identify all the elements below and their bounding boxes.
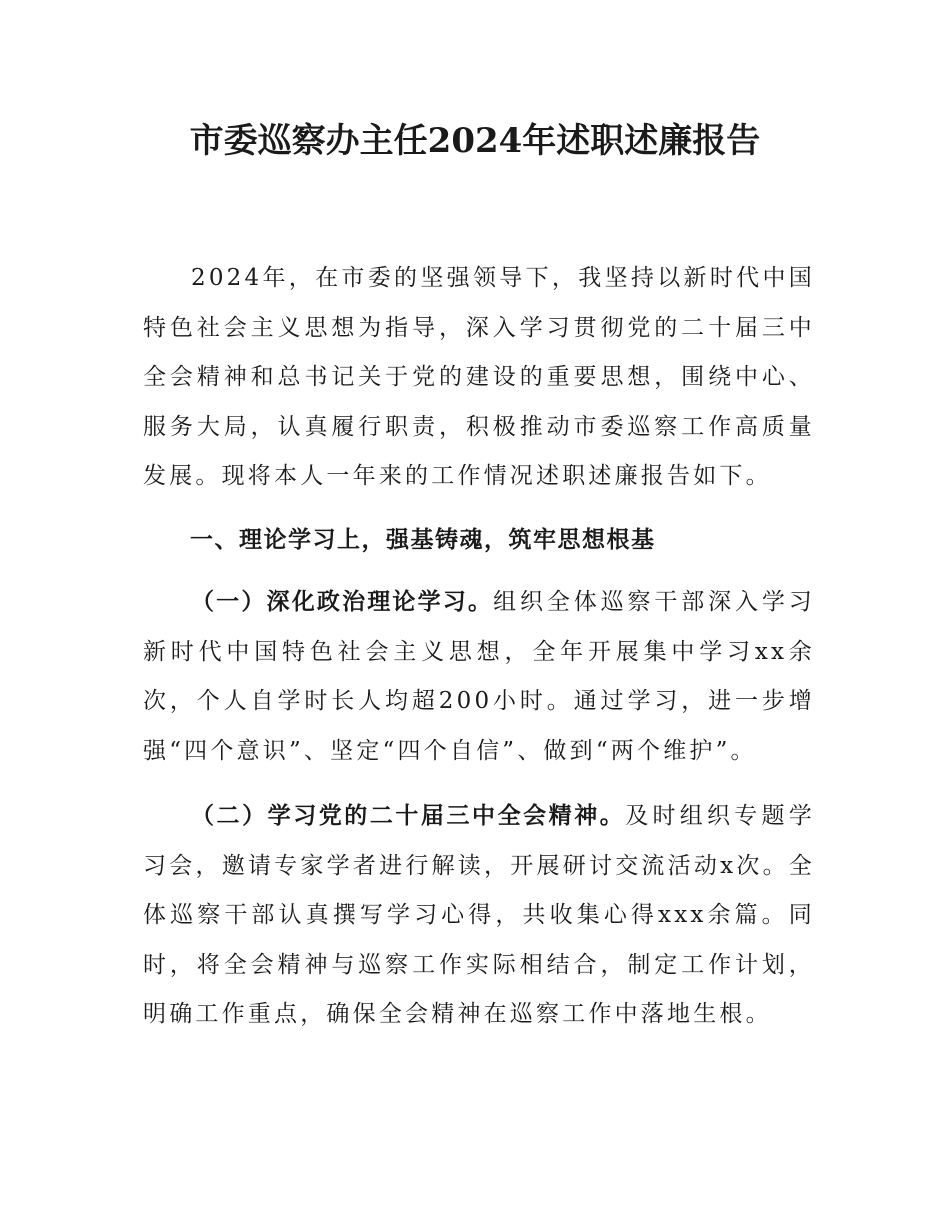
paragraph-text: 组织全体巡察干部深入学习新时代中国特色社会主义思想，全年开展集中学习xx余次，个人自学时长人均超200小时。通过学习，进一步增强“四个意识”、坚定“四个自信”、做到“两个维护”。 <box>143 589 815 764</box>
paragraph-text: 及时组织专题学习会，邀请专家学者进行解读，开展研讨交流活动x次。全体巡察干部认真撰写学习心得，共收集心得xxx余篇。同时，将全会精神与巡察工作实际相结合，制定工作计划，明确工作重点，确保全会精神在巡察工作中落地生根。 <box>143 803 815 1027</box>
section-heading: 一、理论学习上，强基铸魂，筑牢思想根基 <box>190 527 656 553</box>
document-title: 市委巡察办主任2024年述职述廉报告 <box>189 121 761 161</box>
paragraph-political-theory-study <box>143 578 815 776</box>
paragraph-plenary-study <box>143 792 815 1040</box>
intro-paragraph: 2024年，在市委的坚强领导下，我坚持以新时代中国特色社会主义思想为指导，深入学习贯彻党的二十届三中全会精神和总书记关于党的建设的重要思想，围绕中心、服务大局，认真履行职责，积极推动市委巡察工作高质量发展。现将本人一年来的工作情况述职述廉报告如下。 <box>143 265 815 489</box>
paragraph-lead: （二）学习党的二十届三中全会精神。 <box>191 803 626 829</box>
paragraph-lead: （一）深化政治理论学习。 <box>191 589 494 615</box>
